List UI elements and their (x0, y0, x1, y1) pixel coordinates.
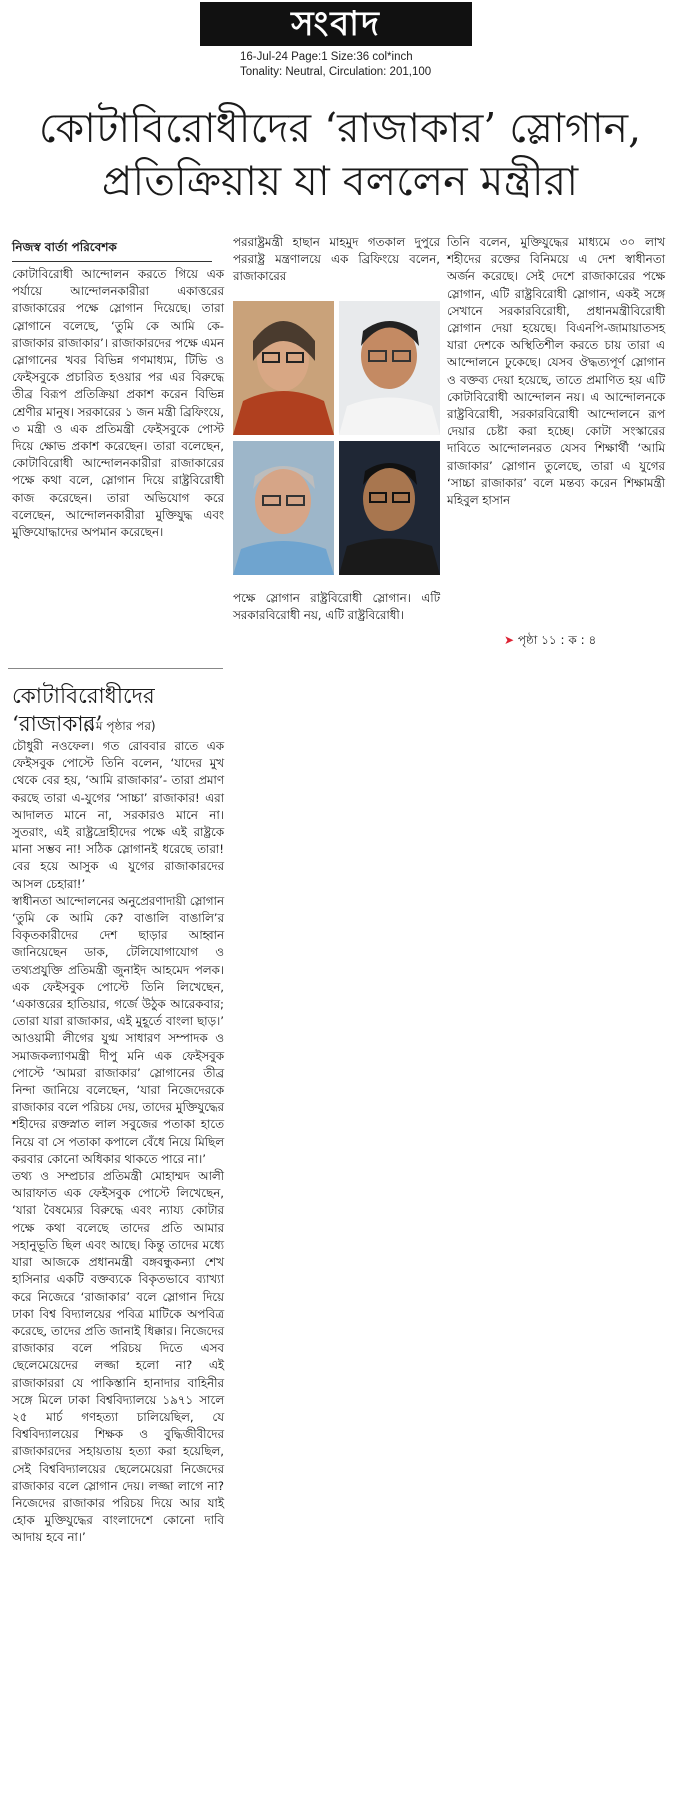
column-2-bottom-text: পক্ষে স্লোগান রাষ্ট্রবিরোধী স্লোগান। এটি সরকারবিরোধী নয়, এটি রাষ্ট্রবিরোধী। (233, 591, 440, 623)
jump-label: পৃষ্ঠা ১১ : ক : ৪ (517, 633, 597, 647)
minister-photos (233, 301, 440, 576)
jump-arrow-icon: ➤ (504, 633, 515, 647)
column-2-bottom (233, 590, 440, 624)
continuation-jump[interactable] (504, 632, 596, 652)
column-2-top (233, 234, 440, 286)
portrait-man-grey-hair (233, 441, 334, 575)
newspaper-masthead: সংবাদ (200, 2, 472, 46)
continuation-subtitle: (১ম পৃষ্ঠার পর) (83, 719, 156, 733)
column-2-top-text: পররাষ্ট্রমন্ত্রী হাছান মাহমুদ গতকাল দুপুরে পররাষ্ট্র মন্ত্রণালয়ে এক ব্রিফিংয়ে বলেন, রাজাকারের (233, 235, 440, 284)
headline-line2: প্রতিক্রিয়ায় যা বললেন মন্ত্রীরা (101, 157, 579, 205)
portrait-man-glasses-young (339, 441, 440, 575)
continuation-paragraph-2: স্বাধীনতা আন্দোলনের অনুপ্রেরণাদায়ী স্লোগান ‘তুমি কে আমি কে? বাঙালি বাঙালি’র বিকৃতকারীদের দেশ ছাড়ার আহ্বান জানিয়েছেন ডাক, টেলিযোগাযোগ ও তথ্যপ্রযুক্তি প্রতিমন্ত্রী জুনাইদ আহমেদ পলক। এক ফেইসবুক পোস্টে তিনি লিখেছেন, ‘একাত্তরের হাতিয়ার, গর্জে উঠুক আরেকবার; তোরা যারা রাজাকার, এই মুহূর্তে বাংলা ছাড়।’ আওয়ামী লীগের যুগ্ম সাধারণ সম্পাদক ও সমাজকল্যাণমন্ত্রী দীপু মনি এক ফেইসবুক পোস্টে ‘আমরা রাজাকার’ স্লোগানের তীব্র নিন্দা জানিয়ে বলেছেন, ‘যারা নিজেদেরকে রাজাকার বলে পরিচয় দেয়, তাদের মুক্তিযুদ্ধের শহীদের রক্তস্নাত লাল সবুজের পতাকা হাতে নিয়ে বা সে পতাকা কপালে বেঁধে নিয়ে মিছিল করবার কোনো অধিকার থাকতে পারে না।’ (12, 893, 224, 1166)
byline: নিজস্ব বার্তা পরিবেশক (12, 239, 212, 262)
continuation-column (12, 738, 224, 1547)
portrait-woman-glasses (233, 301, 334, 435)
column-3-text: তিনি বলেন, মুক্তিযুদ্ধের মাধ্যমে ৩০ লাখ শহীদের রক্তের বিনিময়ে এ দেশ স্বাধীনতা অর্জন করেছে। সেই দেশে রাজাকারের পক্ষে স্লোগান, এটি রাষ্ট্রবিরোধী স্লোগান, একই সঙ্গে সেখানে সরকারবিরোধী, প্রধানমন্ত্রীবিরোধী স্লোগান দেয়া হয়েছে। বিএনপি-জামায়াতসহ যারা দেশকে অস্থিতিশীল করতে চায় তারা এ আন্দোলনে ঢুকেছে। যেসব ঔদ্ধত্যপূর্ণ স্লোগান ও বক্তব্য দেয়া হয়েছে, তাতে প্রমাণিত হয় এটি কোটাবিরোধী আন্দোলন নয়। এ আন্দোলনকে রাষ্ট্রবিরোধী, সরকারবিরোধী আন্দোলনে রূপ দেয়ার চেষ্টা করা হচ্ছে। কোটা সংস্কারের দাবিতে আন্দোলনরত যেসব শিক্ষার্থী ‘আমি রাজাকার’ স্লোগান তুলেছে, তারা এ যুগের ‘সাচ্চা রাজাকার’ বলে মন্তব্য করেন শিক্ষামন্ত্রী মহিবুল হাসান (447, 235, 665, 508)
clipping-meta-line1: 16-Jul-24 Page:1 Size:36 col*inch (240, 51, 413, 63)
article-headline (10, 102, 670, 208)
portrait-man-glasses (339, 301, 440, 435)
headline-line1: কোটাবিরোধীদের ‘রাজাকার’ স্লোগান, (38, 104, 642, 152)
column-1-text: কোটাবিরোধী আন্দোলন করতে গিয়ে এক পর্যায়ে আন্দোলনকারীরা একাত্তরের রাজাকারের পক্ষে স্লোগান দিয়েছে। তারা স্লোগানে বলেছে, ‘তুমি কে আমি কে- রাজাকার রাজাকার’। রাজাকারদের পক্ষে এমন স্লোগানের খবর বিভিন্ন গণমাধ্যম, টিভি ও ফেইসবুকে প্রচারিত হওয়ার পর এর বিরুদ্ধে তীব্র বিরূপ প্রতিক্রিয়া প্রকাশ করেন বিভিন্ন শ্রেণীর মানুষ। সরকারের ১ জন মন্ত্রী ব্রিফিংয়ে, ৩ মন্ত্রী ও এক প্রতিমন্ত্রী ফেইসবুকে পোস্ট দিয়ে ক্ষোভ প্রকাশ করেছেন। তারা বলেছেন, কোটাবিরোধী আন্দোলনকারীরা রাজাকারের পক্ষে কথা বলে, স্লোগান দিয়ে রাষ্ট্রবিরোধী কাজ করেছেন। তারা অভিযোগ করে বলেছেন, আন্দোলনকারীরা মুক্তিযুদ্ধ এবং মুক্তিযোদ্ধাদের অপমান করেছেন। (12, 267, 224, 540)
column-3 (447, 234, 665, 509)
clipping-meta-line2: Tonality: Neutral, Circulation: 201,100 (240, 66, 432, 78)
clipping-meta (240, 50, 480, 80)
continuation-title: কোটাবিরোধীদের ‘রাজাকার’ (12, 684, 155, 737)
continuation-paragraph-3: তথ্য ও সম্প্রচার প্রতিমন্ত্রী মোহাম্মদ আলী আরাফাত এক ফেইসবুক পোস্টে লিখেছেন, ‘যারা বৈষম্যের বিরুদ্ধে এবং ন্যায্য কোটার পক্ষে কথা বলেছে তাদের প্রতি আমার সহানুভূতি ছিল এবং আছে। কিন্তু তাদের মধ্যে যারা আজকে প্রধানমন্ত্রী বঙ্গবন্ধুকন্যা শেখ হাসিনার একটি বক্তব্যকে বিকৃতভাবে ব্যাখ্যা করে নিজেরে ‘রাজাকার’ বলে স্লোগান দিয়ে ঢাকা বিশ্ব বিদ্যালয়ের পবিত্র মাটিকে অপবিত্র করেছে, তাদের প্রতি জানাই ধিক্কার। নিজেদের রাজাকার বলে পরিচয় দিতে এসব ছেলেমেয়েদের লজ্জা হলো না? এই রাজাকাররা যে পাকিস্তানি হানাদার বাহিনীর সঙ্গে মিলে ঢাকা বিশ্ববিদ্যালয়ে ১৯৭১ সালে ২৫ মার্চ গণহত্যা চালিয়েছিল, যে বিশ্ববিদ্যালয়ের শিক্ষক ও বুদ্ধিজীবীদের রাজাকারদের সহায়তায় হত্যা করা হয়েছিল, সেই বিশ্ববিদ্যালয়ের ছেলেমেয়েরা নিজেদের রাজাকার বলে স্লোগান দেয়। লজ্জা লাগে না? নিজেদের রাজাকার পরিচয় দিয়ে আর যাই হোক মুক্তিযুদ্ধের বাংলাদেশে কোনো দাবি আদায় হবে না।’ (12, 1169, 224, 1545)
section-divider (8, 668, 223, 669)
continuation-paragraph-1: চৌধুরী নওফেল। গত রোববার রাতে এক ফেইসবুক পোস্টে তিনি বলেন, ‘যাদের মুখ থেকে বের হয়, ‘আমি রাজাকার’- তারা প্রমাণ করছে তারা এ-যুগের ‘সাচ্চা’ রাজাকার! এরা আদালত মানে না, সরকারও মানে না। সুতরাং, এই রাষ্ট্রদ্রোহীদের পক্ষে এই রাষ্ট্রকে মানা সম্ভব না! সঠিক স্লোগানই ধরেছে তারা! বের হয়ে আসুক এ যুগের রাজাকারদের আসল চেহারা!’ (12, 739, 224, 891)
column-1 (12, 266, 224, 541)
